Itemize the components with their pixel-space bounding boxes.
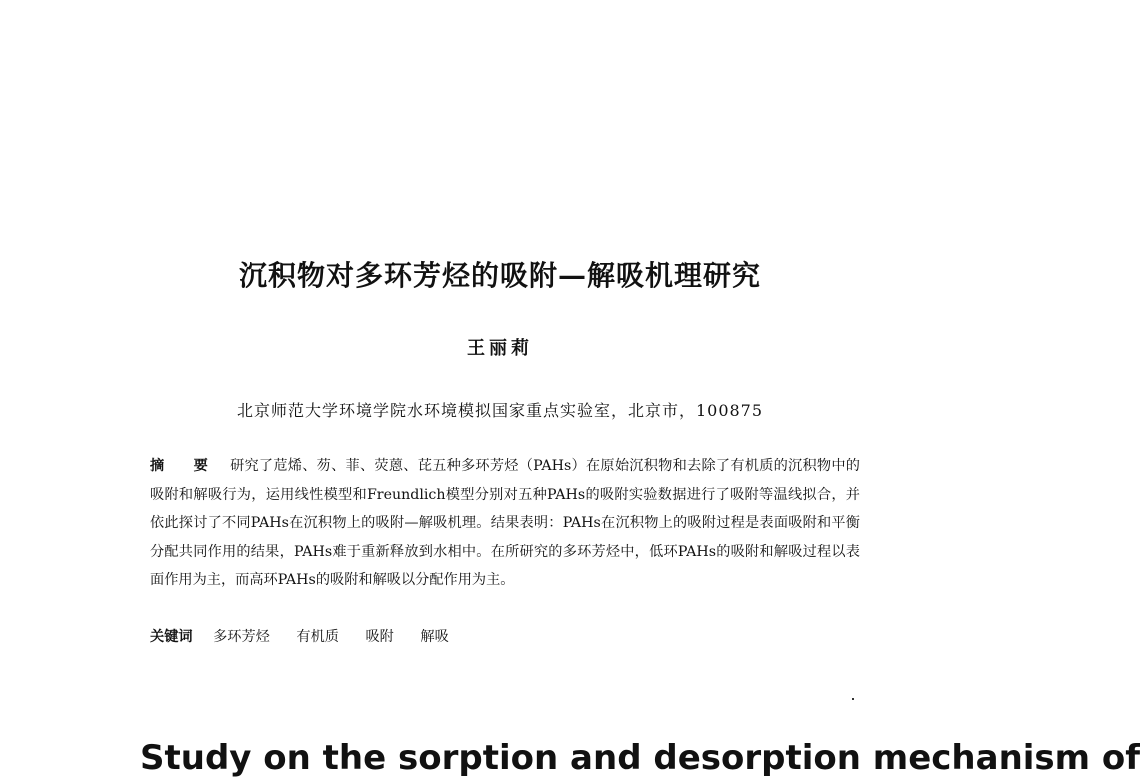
- author-name: 王丽莉: [467, 338, 533, 359]
- keyword-item: 有机质: [296, 629, 339, 645]
- paper-title: 沉积物对多环芳烃的吸附—解吸机理研究: [238, 259, 761, 292]
- abstract-block: [150, 452, 860, 595]
- abstract-label: 摘 要: [150, 458, 221, 474]
- keyword-item: 吸附: [365, 629, 394, 645]
- abstract-text: 研究了苊烯、芴、菲、荧蒽、芘五种多环芳烃（PAHs）在原始沉积物和去除了有机质的沉积物中的吸附和解吸行为，运用线性模型和Freundlich模型分别对五种PAHs的吸附实验数据进行了吸附等温线拟合，并依此探讨了不同PAHs在沉积物上的吸附—解吸机理。结果表明：PAHs在沉积物上的吸附过程是表面吸附和平衡分配共同作用的结果，PAHs难于重新释放到水相中。在所研究的多环芳烃中，低环PAHs的吸附和解吸过程以表面作用为主，而高环PAHs的吸附和解吸以分配作用为主。: [150, 458, 860, 588]
- scan-speck: [852, 698, 854, 700]
- keywords-label: 关键词: [150, 629, 193, 645]
- keyword-item: 多环芳烃: [213, 629, 270, 645]
- english-title: Study on the sorption and desorption mechanism of: [140, 738, 1140, 778]
- author-affiliation: 北京师范大学环境学院水环境模拟国家重点实验室，北京市，100875: [236, 401, 764, 420]
- keywords-block: [150, 626, 471, 646]
- keyword-item: 解吸: [420, 629, 449, 645]
